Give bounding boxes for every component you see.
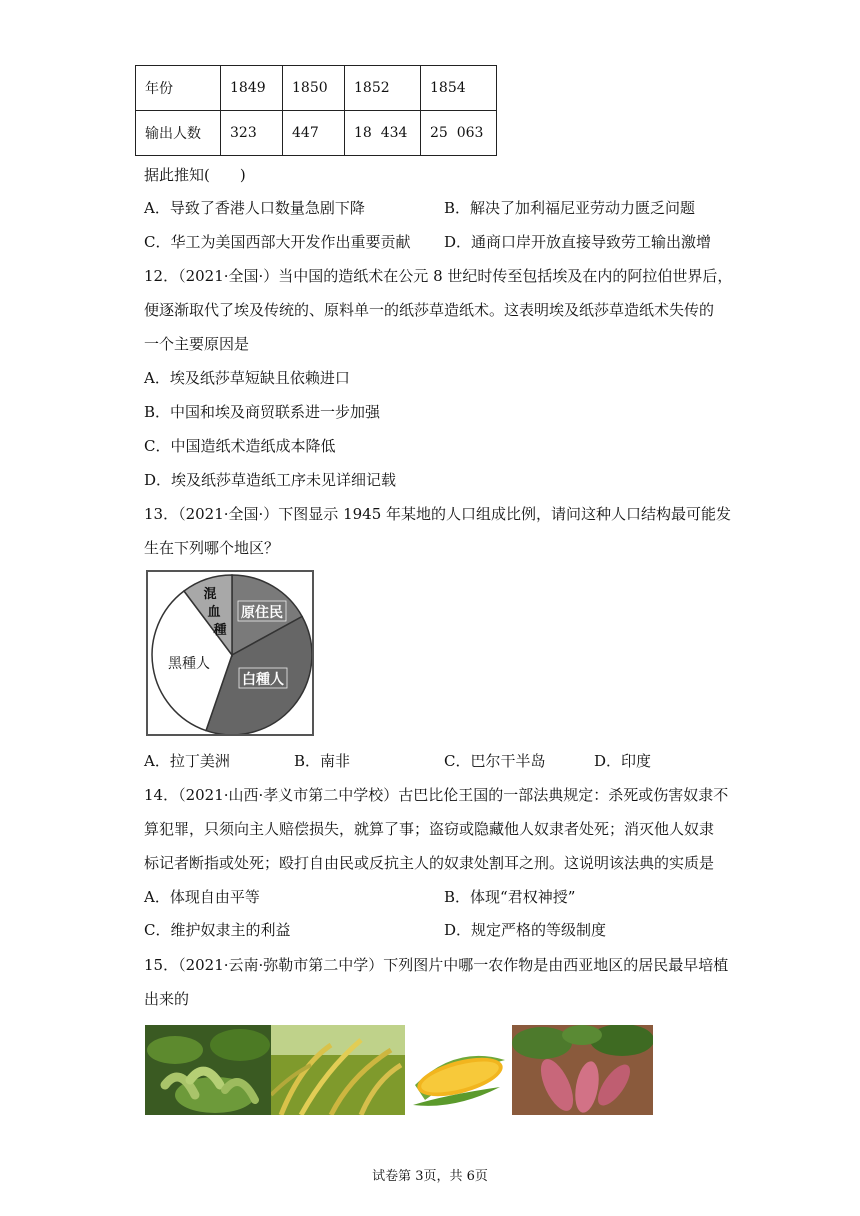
question-text: 15．（2021·云南·弥勒市第二中学）下列图片中哪一农作物是由西亚地区的居民最早培植 bbox=[144, 956, 729, 974]
table-cell: 1854 bbox=[421, 66, 497, 111]
question-text: 14．（2021·山西·孝义市第二中学校）古巴比伦王国的一部法典规定：杀死或伤害奴隶不 bbox=[144, 786, 729, 804]
option-a[interactable]: A．体现自由平等 bbox=[144, 888, 260, 906]
question-text: 出来的 bbox=[144, 990, 190, 1008]
option-b[interactable]: B．中国和埃及商贸联系进一步加强 bbox=[144, 403, 381, 421]
table-cell: 1849 bbox=[221, 66, 283, 111]
pie-label: 黑種人 bbox=[168, 656, 210, 672]
option-a[interactable]: A．埃及纸莎草短缺且依赖进口 bbox=[144, 369, 350, 387]
question-text: 12．（2021·全国·）当中国的造纸术在公元 8 世纪时传至包括埃及在内的阿拉伯世界后， bbox=[144, 267, 733, 285]
pie-label: 混 bbox=[203, 587, 217, 602]
option-d[interactable]: D．通商口岸开放直接导致劳工输出激增 bbox=[444, 233, 712, 251]
soybean-image bbox=[145, 1025, 271, 1115]
question-text: 算犯罪，只须向主人赔偿损失，就算了事；盗窃或隐藏他人奴隶者处死；消灭他人奴隶 bbox=[144, 820, 715, 838]
question-text: 便逐渐取代了埃及传统的、原料单一的纸莎草造纸术。这表明埃及纸莎草造纸术失传的 bbox=[144, 301, 715, 319]
option-b[interactable]: B．体现“君权神授” bbox=[444, 888, 576, 906]
question-stem: 据此推知( ) bbox=[144, 166, 246, 184]
page-footer: 试卷第 3页，共 6页 bbox=[372, 1169, 488, 1184]
option-a[interactable]: A．导致了香港人口数量急剧下降 bbox=[144, 199, 365, 217]
pie-label: 白種人 bbox=[242, 672, 284, 688]
table-cell: 18 434 bbox=[345, 111, 421, 156]
emigration-table bbox=[135, 65, 497, 156]
pie-label: 種 bbox=[213, 623, 227, 638]
sweet-potato-image bbox=[512, 1025, 653, 1115]
option-b[interactable]: B．南非 bbox=[294, 752, 351, 770]
option-d[interactable]: D．印度 bbox=[594, 752, 652, 770]
table-cell: 1852 bbox=[345, 66, 421, 111]
table-cell: 323 bbox=[221, 111, 283, 156]
option-c[interactable]: C．维护奴隶主的利益 bbox=[144, 921, 291, 939]
option-c[interactable]: C．巴尔干半岛 bbox=[444, 752, 546, 770]
option-d[interactable]: D．埃及纸莎草造纸工序未见详细记载 bbox=[144, 471, 397, 489]
question-text: 一个主要原因是 bbox=[144, 335, 250, 353]
table-row bbox=[136, 111, 497, 156]
question-text: 生在下列哪个地区？ bbox=[144, 539, 280, 557]
table-cell: 1850 bbox=[283, 66, 345, 111]
pie-chart-figure bbox=[146, 570, 314, 736]
table-cell: 25 063 bbox=[421, 111, 497, 156]
question-text: 13．（2021·全国·）下图显示 1945 年某地的人口组成比例，请问这种人口结构最可能发 bbox=[144, 505, 732, 523]
option-b[interactable]: B．解决了加利福尼亚劳动力匮乏问题 bbox=[444, 199, 696, 217]
option-d[interactable]: D．规定严格的等级制度 bbox=[444, 921, 607, 939]
rice-image bbox=[271, 1025, 405, 1115]
option-a[interactable]: A．拉丁美洲 bbox=[144, 752, 230, 770]
table-cell: 输出人数 bbox=[136, 111, 221, 156]
pie-label: 原住民 bbox=[241, 605, 283, 621]
table-cell: 447 bbox=[283, 111, 345, 156]
option-c[interactable]: C．中国造纸术造纸成本降低 bbox=[144, 437, 336, 455]
question-text: 标记者断指或处死；殴打自由民或反抗主人的奴隶处割耳之刑。这说明该法典的实质是 bbox=[144, 854, 715, 872]
corn-image bbox=[405, 1025, 512, 1115]
option-c[interactable]: C．华工为美国西部大开发作出重要贡献 bbox=[144, 233, 411, 251]
table-cell: 年份 bbox=[136, 66, 221, 111]
table-row bbox=[136, 66, 497, 111]
pie-label: 血 bbox=[207, 605, 221, 620]
pie-chart bbox=[148, 572, 312, 734]
